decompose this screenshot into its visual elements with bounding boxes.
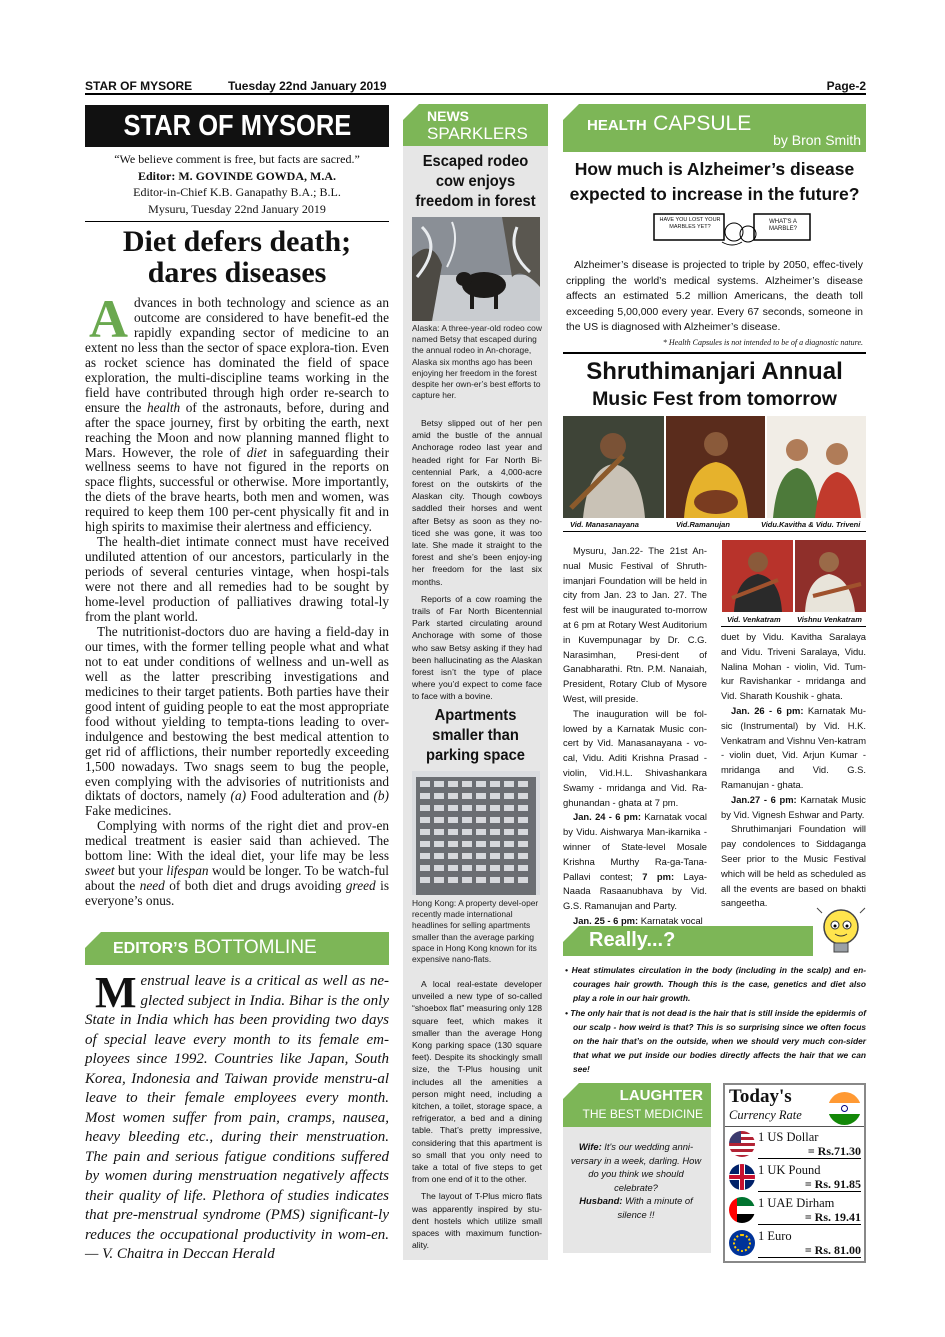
currency-aed-rule bbox=[758, 1224, 861, 1225]
editorial-para3-a: (a) bbox=[230, 788, 247, 804]
editorial-headline bbox=[85, 226, 389, 288]
sparklers-story2-headline-2: smaller than bbox=[432, 727, 519, 744]
sparklers-story2-p2: The layout of T-Plus micro flats was apparently inspired by stu-dent hostels which utilize small spaces with maximum function-ality. bbox=[412, 1191, 542, 1251]
header-page-number: Page-2 bbox=[826, 79, 866, 93]
really-bullet-2: • The only hair that is not dead is the hair that is still inside the epidermis of our scalp - how weird is that? This is so surprising since we often focus on the hair that’s on the outside, when we should very much con-sider that what we put inside our bodies directly affects the hair that we can see! bbox=[565, 1008, 866, 1074]
sparklers-story2-headline-1: Apartments bbox=[434, 707, 517, 724]
editorial-para3-lead: The nutritionist-doctors duo are having a field-day in our times, with the former telling people what and what not to eat under conditions of wellness and un-well as well as the latter prescribing investigations and medicines to their target patients. Both parties have their good intent of guiding people to eat the most appropriate food without yielding to tempta-tions leading to over-indulgence and bestowing the best medical attention to get rid of afflictions, their number reportedly exceeding 1,500 nowadays. Two snags seem to bug the people, even complying with the advisories of nutritionists and diktats of doctors, namely bbox=[85, 623, 389, 804]
masthead-motto: “We believe comment is free, but facts are sacred.” bbox=[114, 152, 360, 166]
musician-photo-2 bbox=[666, 416, 765, 518]
currency-row-gbp bbox=[725, 1161, 864, 1193]
really-label: Really...? bbox=[589, 929, 676, 951]
caption-ramanujan: Vid.Ramanujan bbox=[676, 520, 730, 529]
capsule-question-line1: How much is Alzheimer’s disease bbox=[574, 159, 855, 179]
caption-kavitha-triveni: Vidu.Kavitha & Vidu. Triveni bbox=[761, 520, 861, 529]
editorial-para4-em4: greed bbox=[345, 878, 376, 894]
sparklers-story2-headline-3: parking space bbox=[425, 747, 525, 764]
header-rule bbox=[85, 93, 866, 95]
musician-photo-1 bbox=[563, 416, 664, 518]
currency-eur-name: 1 Euro bbox=[758, 1229, 792, 1243]
music-col2-p3-date: Jan.27 - 6 pm: bbox=[731, 793, 797, 805]
sparklers-label-top: NEWS bbox=[427, 108, 469, 124]
cartoon-text-left: HAVE YOU LOST YOUR MARBLES YET? bbox=[659, 217, 721, 230]
editorial-para2: The health-diet intimate connect must have received undiluted attention of our ancestors, particularly in the periods of several centuries vintage, when hospi-tals were not there and all remedies had to be sought by home-level production of palliatives drawing total-ly from the plant world. bbox=[85, 534, 389, 625]
editorial-para4-em2: lifespan bbox=[166, 863, 209, 879]
really-bullet-2-text: The only hair that is not dead is the hair that is still inside the epidermis of our scalp - how weird is that? This is so surprising since we often focus on the hair that’s on the outside, when we should very much con-sider that what we put inside our bodies directly affects the hair that we can see! bbox=[570, 1008, 866, 1074]
photo-venkatram bbox=[722, 540, 793, 612]
music-col1 bbox=[563, 544, 707, 929]
editorial-para4-mid1: but your bbox=[114, 863, 167, 879]
capsule-question-line2: expected to increase in the future? bbox=[569, 184, 860, 204]
photo-manasanayana bbox=[563, 416, 664, 518]
sparklers-story1-caption: Alaska: A three-year-old rodeo cow named Betsy that escaped during the annual rodeo in An-chorage, Alaska six months ago has been enjoying her freedom in the forest despite her own-er’s best efforts to capture her. bbox=[412, 323, 542, 401]
really-list bbox=[563, 963, 866, 1076]
currency-header-rule bbox=[725, 1126, 864, 1127]
laughter-husband-label: Husband: bbox=[579, 1195, 623, 1207]
capsule-cartoon bbox=[652, 212, 814, 250]
sparklers-story2-p1: A local real-estate developer unveiled a new type of so-called “shoebox flat” measuring only 128 square feet, which makes it smaller than the average Hong Kong parking space (130 square feet). Despite its shockingly small size, the T-Plus housing unit includes all the amenities a person might need, including a kitchen, a toilet, storage space, a refrigerator, a bed and a dining table. That’s pretty impressive, considering that this apartment is so small that you only need to take a total of five steps to get from one end of it to the other. bbox=[412, 979, 542, 1185]
sparklers-story1-headline-2: cow enjoys bbox=[435, 173, 516, 190]
bottomline-label-bold: EDITOR’S bbox=[113, 940, 189, 957]
music-col2-p3-a: Karnatak Music by Vid. Vignesh Eshwar and Party. bbox=[721, 793, 866, 820]
capsule-label-light: CAPSULE bbox=[653, 112, 752, 135]
music-headline-1: Shruthimanjari Annual bbox=[586, 358, 843, 385]
sparklers-story1-headline-3: freedom in forest bbox=[415, 193, 536, 210]
sparklers-story2-body bbox=[412, 978, 542, 1256]
caption-vishnu-venkatram: Vishnu Venkatram bbox=[797, 615, 862, 624]
editorial-para4-tail: is everyone’s onus. bbox=[85, 878, 389, 909]
sparklers-story1-headline-1: Escaped rodeo bbox=[422, 153, 529, 170]
editorial-para3-b: (b) bbox=[373, 788, 389, 804]
sparklers-story1-p1: Betsy slipped out of her pen amid the bustle of the annual Anchorage rodeo last year and headed right for Far North Bi-centennial Park, a 4,000-acre forest on the outskirts of the Alaskan city. Though cowboys saddled their horses and went after Betsy as soon as they no-ticed she was gone, it was too late. She made it straight to the forest and she’s been enjoy-ing her freedom for the last six months. bbox=[412, 418, 542, 587]
laughter-label-2: THE BEST MEDICINE bbox=[582, 1107, 703, 1121]
sparklers-banner-corner bbox=[403, 104, 419, 120]
editorial-para1-em2: diet bbox=[246, 444, 267, 460]
photo-vishnu-venkatram bbox=[795, 540, 866, 612]
currency-eur-rate: = Rs. 81.00 bbox=[804, 1243, 861, 1257]
bottomline-banner bbox=[85, 932, 389, 965]
laughter-label-1: LAUGHTER bbox=[619, 1087, 703, 1104]
editorial-para1-tail: in safeguarding their wellness seems to have not figured in the reports on space flights, successful or otherwise. More importantly, the diets of the brave hearts, both men and women, was required to keep them 100 per-cent physically fit and in high spirits to maximise their alertness and efficiency. bbox=[85, 444, 390, 535]
capsule-body: Alzheimer’s disease is projected to triple by 2050, effec-tively crippling the world’s medical systems. Alzheimer’s disease affects an estimated 5.2 million Americans, the death toll exceeding 5,00,000 every year. Every 67 seconds, someone in the US is diagnosed with Alzheimer’s disease. bbox=[566, 259, 863, 333]
sparklers-story1-body bbox=[412, 417, 542, 708]
editorial-dropcap: A bbox=[89, 289, 128, 349]
music-col2-p4: Shruthimanjari Foundation will pay condolences to Siddaganga Seer prior to the Music Festival which will be held as scheduled as all the events are based on bhakti sangeetha. bbox=[721, 823, 866, 909]
editorial-body bbox=[85, 289, 390, 909]
currency-aed-name: 1 UAE Dirham bbox=[758, 1196, 835, 1210]
uk-flag-icon bbox=[729, 1164, 755, 1190]
capsule-byline: by Bron Smith bbox=[773, 132, 861, 148]
editorial-para3-tail: Fake medicines. bbox=[85, 803, 172, 819]
editorial-para4-mid3: of both diet and drugs avoiding bbox=[164, 878, 346, 894]
sparklers-story1-headline bbox=[409, 152, 542, 212]
music-col2-p2-date: Jan. 26 - 6 pm: bbox=[731, 704, 804, 716]
bottomline-dropcap: M bbox=[95, 968, 137, 1017]
capsule-question bbox=[563, 157, 866, 207]
musician-photo-3 bbox=[767, 416, 866, 518]
music-photo-rule bbox=[563, 531, 866, 532]
music-headline-2: Music Fest from tomorrow bbox=[592, 388, 837, 410]
really-bullet-1-text: Heat stimulates circulation in the body (including in the scalp) and en-courages hair growth. Though this is the case, genetics and diet also play a role in our hair growth. bbox=[571, 965, 866, 1003]
currency-eur-rule bbox=[758, 1257, 861, 1258]
capsule-divider bbox=[563, 352, 866, 354]
masthead-editor-in-chief: Editor-in-Chief K.B. Ganapathy B.A.; B.L. bbox=[133, 185, 341, 199]
currency-usd-name: 1 US Dollar bbox=[758, 1130, 819, 1144]
uae-flag-icon bbox=[729, 1197, 755, 1223]
header-date: Tuesday 22nd January 2019 bbox=[228, 79, 387, 93]
currency-row-usd bbox=[725, 1128, 864, 1160]
editorial-para4-mid2: would be longer. To be watch-ful about the bbox=[85, 863, 389, 894]
lightbulb-mascot-icon bbox=[816, 905, 866, 961]
photo-kavitha-triveni bbox=[767, 416, 866, 518]
editorial-para4-lead: Complying with norms of the right diet and prov-en medical treatment is easier said than achieved. The bottom line: With the ideal diet, your life may be less bbox=[85, 818, 389, 864]
capsule-banner-corner bbox=[563, 104, 579, 120]
sparklers-story1-p2: Reports of a cow roaming the trails of Far North Bicentennial Park started circulating around Anchorage with some of those who saw Betsy asking if they had been hallucinating as the Alaskan forest isn’t the type of place where you’d expect to come face to face with a bovine. bbox=[412, 593, 542, 702]
currency-subtitle: Currency Rate bbox=[729, 1108, 802, 1122]
india-flag-icon bbox=[828, 1092, 861, 1125]
editorial-para1-mid1: of the astronauts, before, during and after the space journey, first by orbiting the earth, next reaching the Moon and now planning manned flight to Mars. However, the role of bbox=[85, 399, 389, 460]
masthead-divider bbox=[85, 221, 389, 222]
usa-flag-icon bbox=[729, 1131, 755, 1157]
editorial-para3-mid: Food adulteration and bbox=[246, 788, 374, 804]
currency-aed-rate: = Rs. 19.41 bbox=[804, 1210, 861, 1224]
really-bullet-1: • Heat stimulates circulation in the body (including in the scalp) and en-courages hair growth. Though this is the case, genetics and diet also play a role in our hair growth. bbox=[565, 965, 866, 1003]
sparklers-label-bottom: SPARKLERS bbox=[427, 124, 528, 143]
music-headline bbox=[563, 358, 866, 412]
capsule-banner bbox=[563, 104, 866, 152]
bottomline-label-light: BOTTOMLINE bbox=[193, 937, 317, 958]
editorial-headline-line1: Diet defers death; bbox=[122, 225, 352, 258]
currency-row-aed bbox=[725, 1194, 864, 1226]
music-col1-p3-b: Laya-Naada Rasaanubhava by Vid. G.S. Ramanujan and Party. bbox=[563, 870, 707, 912]
music-col1-p2: The inauguration will be fol-lowed by a Karnatak Music con-cert by Vid. Manasanayana - vo-cal, Vidu. Aditi Krishna Prasad - violin, Vid.H.L. Shivashankara Swamy - mridanga and Vid. Ra-ghunandan - ghata at 7 pm. bbox=[563, 707, 707, 808]
masthead-title-text: STAR OF MYSORE bbox=[123, 109, 351, 142]
music-col2-p1: duet by Vidu. Kavitha Saralaya and Vidu. Triveni Saralaya, Vidu. Nalina Mohan - violin, Vid. Tum-kur Ravishankar - mridanga and Vid. Sharath Koushik - ghata. bbox=[721, 631, 866, 702]
eu-flag-icon bbox=[729, 1230, 755, 1256]
sparklers-story2-headline bbox=[409, 706, 542, 766]
capsule-note: * Health Capsules is not intended to be of a diagnostic nature. bbox=[662, 338, 863, 347]
music-col1-p1: Mysuru, Jan.22- The 21st An-nual Music Festival of Shruth-imanjari Foundation will be held in city from Jan. 23 to Jan. 27. The fest will be inaugurated to-morrow at 6 pm at Rotary West Auditorium in Kuvempunagar by Dr. C.G. Narasimhan, Presi-dent of Ganabharathi. Rtn. P.M. Nanaiah, President, Rotary Club of Mysore West, will preside. bbox=[563, 545, 707, 704]
music-col2 bbox=[721, 630, 866, 911]
photo-ramanujan bbox=[666, 416, 765, 518]
musician-photo-4 bbox=[722, 540, 793, 612]
cartoon-text-right: WHAT'S A MARBLE? bbox=[768, 219, 797, 232]
caption-venkatram: Vid. Venkatram bbox=[727, 615, 781, 624]
sparklers-apartment-photo bbox=[412, 771, 540, 895]
sparklers-cow-photo bbox=[412, 217, 540, 321]
sparklers-story2-caption: Hong Kong: A property devel-oper recently made international headlines for selling apartments smaller than the average parking space in Hong Kong known for its expensive nano-flats. bbox=[412, 898, 539, 965]
editorial-headline-line2: dares diseases bbox=[147, 256, 327, 289]
masthead-title bbox=[85, 105, 389, 147]
caption-manasanayana: Vid. Manasanayana bbox=[570, 520, 639, 529]
laughter-wife-text: It's our wedding anni-versary in a week, darling. How do you think we should celebrate? bbox=[570, 1141, 702, 1193]
music-col2-p2-a: Karnatak Mu-sic (Instrumental) by Vid. H.K. Venkatram and Vishnu Ven-katram - violin duet, Vid. Arjun Kumar - mridanga and Vid. G.S. Ramanujan - ghata. bbox=[721, 704, 866, 790]
musician-photo-5 bbox=[795, 540, 866, 612]
editorial-para1-lead: dvances in both technology and science as an outcome are considered to have benefit-ed the rapidly expanding sector of medicine to an extent no less than the sector of space explora-tion. Even as rocket science has dominated the field of space exploration, the multi-discipline teams working in the field have contributed through high order re-search to ensure the bbox=[85, 295, 389, 415]
currency-usd-rate: = Rs.71.30 bbox=[807, 1144, 861, 1158]
currency-gbp-rule bbox=[758, 1191, 861, 1192]
really-banner bbox=[563, 926, 813, 956]
music-col1-p3-date: Jan. 24 - 6 pm: bbox=[573, 811, 641, 823]
cow-in-snow-image bbox=[412, 217, 540, 321]
music-col1-p4-a: Karnatak vocal bbox=[638, 914, 703, 926]
masthead-dateline: Mysuru, Tuesday 22nd January 2019 bbox=[148, 201, 326, 216]
sparklers-banner bbox=[403, 104, 548, 146]
currency-title: Today's bbox=[729, 1086, 792, 1107]
laughter-husband-text: With a minute of silence !! bbox=[617, 1195, 693, 1220]
apartment-building-image bbox=[412, 771, 540, 895]
masthead-credits bbox=[85, 151, 389, 217]
capsule-label-bold: HEALTH bbox=[587, 117, 647, 134]
header-paper-name: STAR OF MYSORE bbox=[85, 79, 193, 93]
bottomline-banner-corner bbox=[85, 932, 101, 948]
music-col1-p3-time: 7 pm: bbox=[642, 870, 675, 882]
currency-gbp-name: 1 UK Pound bbox=[758, 1163, 821, 1177]
laughter-banner bbox=[563, 1083, 711, 1127]
editorial-para4-em3: need bbox=[139, 878, 165, 894]
currency-row-eur bbox=[725, 1227, 864, 1259]
really-banner-corner bbox=[563, 926, 579, 942]
laughter-wife-label: Wife: bbox=[578, 1141, 602, 1152]
masthead-editor: Editor: M. GOVINDE GOWDA, M.A. bbox=[138, 168, 336, 183]
bottomline-body bbox=[85, 968, 389, 1265]
currency-gbp-rate: = Rs. 91.85 bbox=[804, 1177, 861, 1191]
music-col1-p3-a: Karnatak vocal by Vidu. Aishwarya Man-ikarnika - winner of State-level Mosale Krishna Murthy Ra-ga-Tana-Pallavi contest; bbox=[563, 811, 707, 882]
editorial-para4-em1: sweet bbox=[85, 863, 115, 879]
music-photo2-rule bbox=[721, 626, 866, 627]
currency-usd-rule bbox=[758, 1158, 861, 1159]
music-col1-p4-date: Jan. 25 - 6 pm: bbox=[573, 914, 639, 926]
lightbulb-icon bbox=[816, 905, 866, 961]
laughter-joke bbox=[566, 1140, 706, 1222]
editorial-para1-em1: health bbox=[146, 399, 181, 415]
bottomline-text: enstrual leave is a critical as well as ne-glected subject in India. Bihar is the only State in India which has been providing two days of special leave every month to its female em-ployees since 1992. Countries like Japan, South Korea, Indonesia and Taiwan provide menstru-al leave to their female employees every month. Most women suffer from pain, cramps, nausea, heavy bleeding etc., during their menstruation. The pain and serious fatigue conditions suffered by women during menstruation negatively affects their quality of life. Plethora of studies indicates that pre-menstrual syndrome (PMS) significant-ly reduces the occupational productivity in wom-en. — V. Chaitra in Deccan Herald bbox=[85, 973, 389, 1262]
